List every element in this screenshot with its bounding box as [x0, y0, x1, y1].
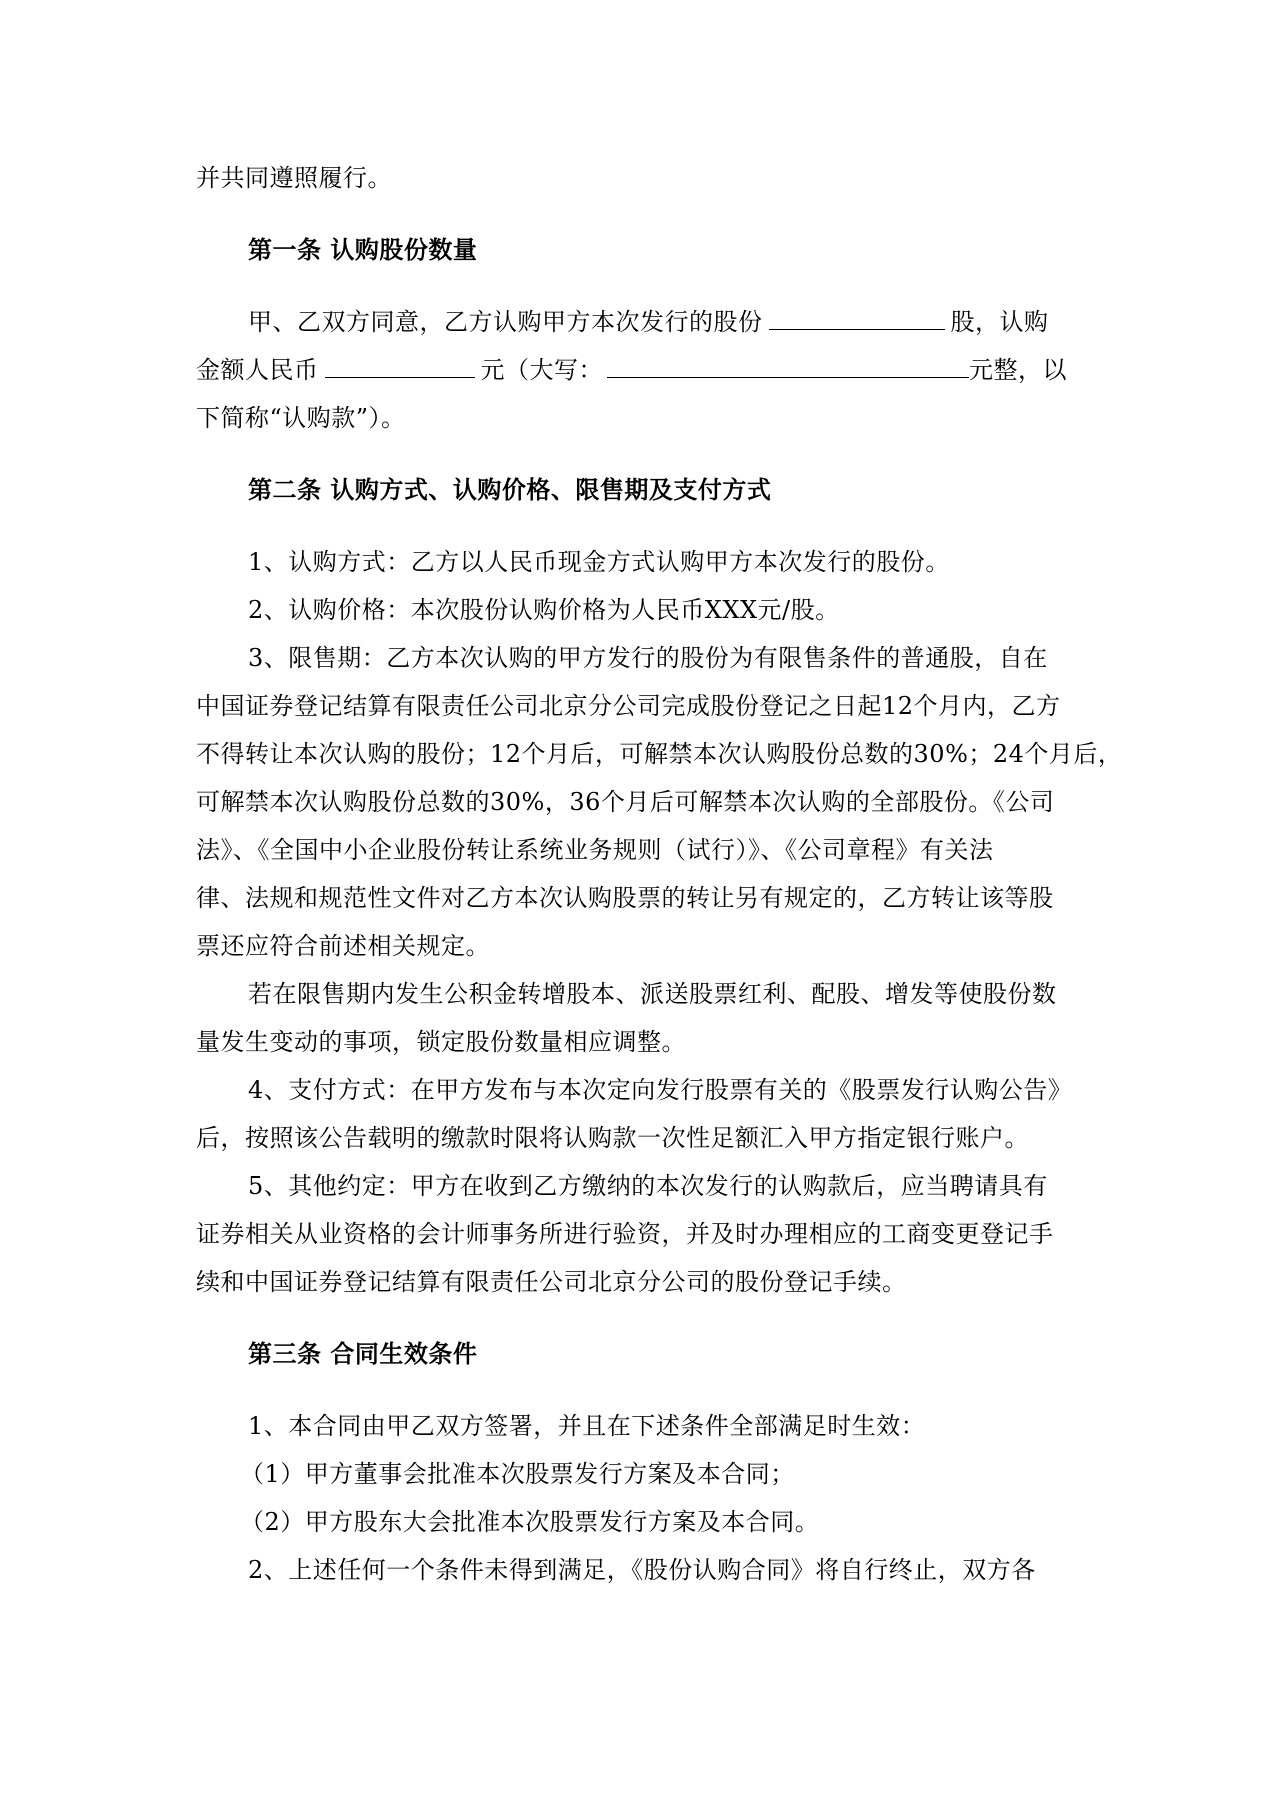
article-3-item-1: 1、本合同由甲乙双方签署，并且在下述条件全部满足时生效：: [248, 1412, 926, 1440]
article-1-paragraph-line-2: [196, 346, 1092, 394]
article-2-paragraph-line: 量发生变动的事项，锁定股份数量相应调整。: [196, 1028, 686, 1056]
article-1-title: 第一条 认购股份数量: [248, 235, 478, 264]
article-1-text: 元（大写：: [480, 356, 603, 384]
article-3-title: 第三条 合同生效条件: [248, 1339, 478, 1368]
amount-in-words-blank-field[interactable]: [607, 347, 969, 378]
article-2-item-4-line: 后，按照该公告载明的缴款时限将认购款一次性足额汇入甲方指定银行账户。: [196, 1124, 1029, 1152]
article-2-item-3-line: 3、限售期：乙方本次认购的甲方发行的股份为有限售条件的普通股，自在: [248, 644, 1048, 672]
article-2-item-3-line: 可解禁本次认购股份总数的30%，36个月后可解禁本次认购的全部股份。《公司: [196, 788, 1055, 816]
article-2-title: 第二条 认购方式、认购价格、限售期及支付方式: [248, 475, 772, 504]
article-1-text: 元整，以: [969, 356, 1067, 384]
shares-blank-field[interactable]: [769, 299, 945, 330]
article-2-item-3-line: 不得转让本次认购的股份；12个月后，可解禁本次认购股份总数的30%；24个月后，: [196, 740, 1123, 768]
article-2-item-3-line: 律、法规和规范性文件对乙方本次认购股票的转让另有规定的，乙方转让该等股: [196, 884, 1054, 912]
article-1-text: 甲、乙双方同意，乙方认购甲方本次发行的股份: [248, 308, 763, 336]
article-2-item-3-line: 中国证券登记结算有限责任公司北京分公司完成股份登记之日起12个月内，乙方: [196, 692, 1061, 720]
article-2-item-3-line: 票还应符合前述相关规定。: [196, 932, 490, 960]
article-3-sub-item-1: （1）甲方董事会批准本次股票发行方案及本合同；: [240, 1460, 795, 1488]
article-2-item-3-line: 法》、《全国中小企业股份转让系统业务规则（试行）》、《公司章程》有关法: [196, 836, 994, 864]
article-1-text: 金额人民币: [196, 356, 319, 384]
article-1-paragraph-line-1: [196, 298, 1092, 346]
article-2-item-2: 2、认购价格：本次股份认购价格为人民币XXX元/股。: [248, 596, 840, 624]
article-2-item-4-line: 4、支付方式：在甲方发布与本次定向发行股票有关的《股票发行认购公告》: [248, 1076, 1073, 1104]
article-3-item-2: 2、上述任何一个条件未得到满足，《股份认购合同》将自行终止，双方各: [248, 1556, 1036, 1584]
article-1-paragraph-line-3: 下简称“认购款”）。: [196, 404, 406, 432]
article-2-item-5-line: 续和中国证券登记结算有限责任公司北京分公司的股份登记手续。: [196, 1268, 907, 1296]
article-2-item-5-line: 证券相关从业资格的会计师事务所进行验资，并及时办理相应的工商变更登记手: [196, 1220, 1054, 1248]
article-1-text: 股，认购: [950, 308, 1049, 336]
amount-blank-field[interactable]: [325, 347, 475, 378]
article-3-sub-item-2: （2）甲方股东大会批准本次股票发行方案及本合同。: [240, 1508, 820, 1536]
intro-line: 并共同遵照履行。: [196, 164, 392, 192]
document-body: [196, 154, 1123, 1594]
article-2-paragraph-line: 若在限售期内发生公积金转增股本、派送股票红利、配股、增发等使股份数: [248, 980, 1057, 1008]
article-2-item-5-line: 5、其他约定：甲方在收到乙方缴纳的本次发行的认购款后，应当聘请具有: [248, 1172, 1048, 1200]
article-2-item-1: 1、认购方式：乙方以人民币现金方式认购甲方本次发行的股份。: [248, 548, 950, 576]
